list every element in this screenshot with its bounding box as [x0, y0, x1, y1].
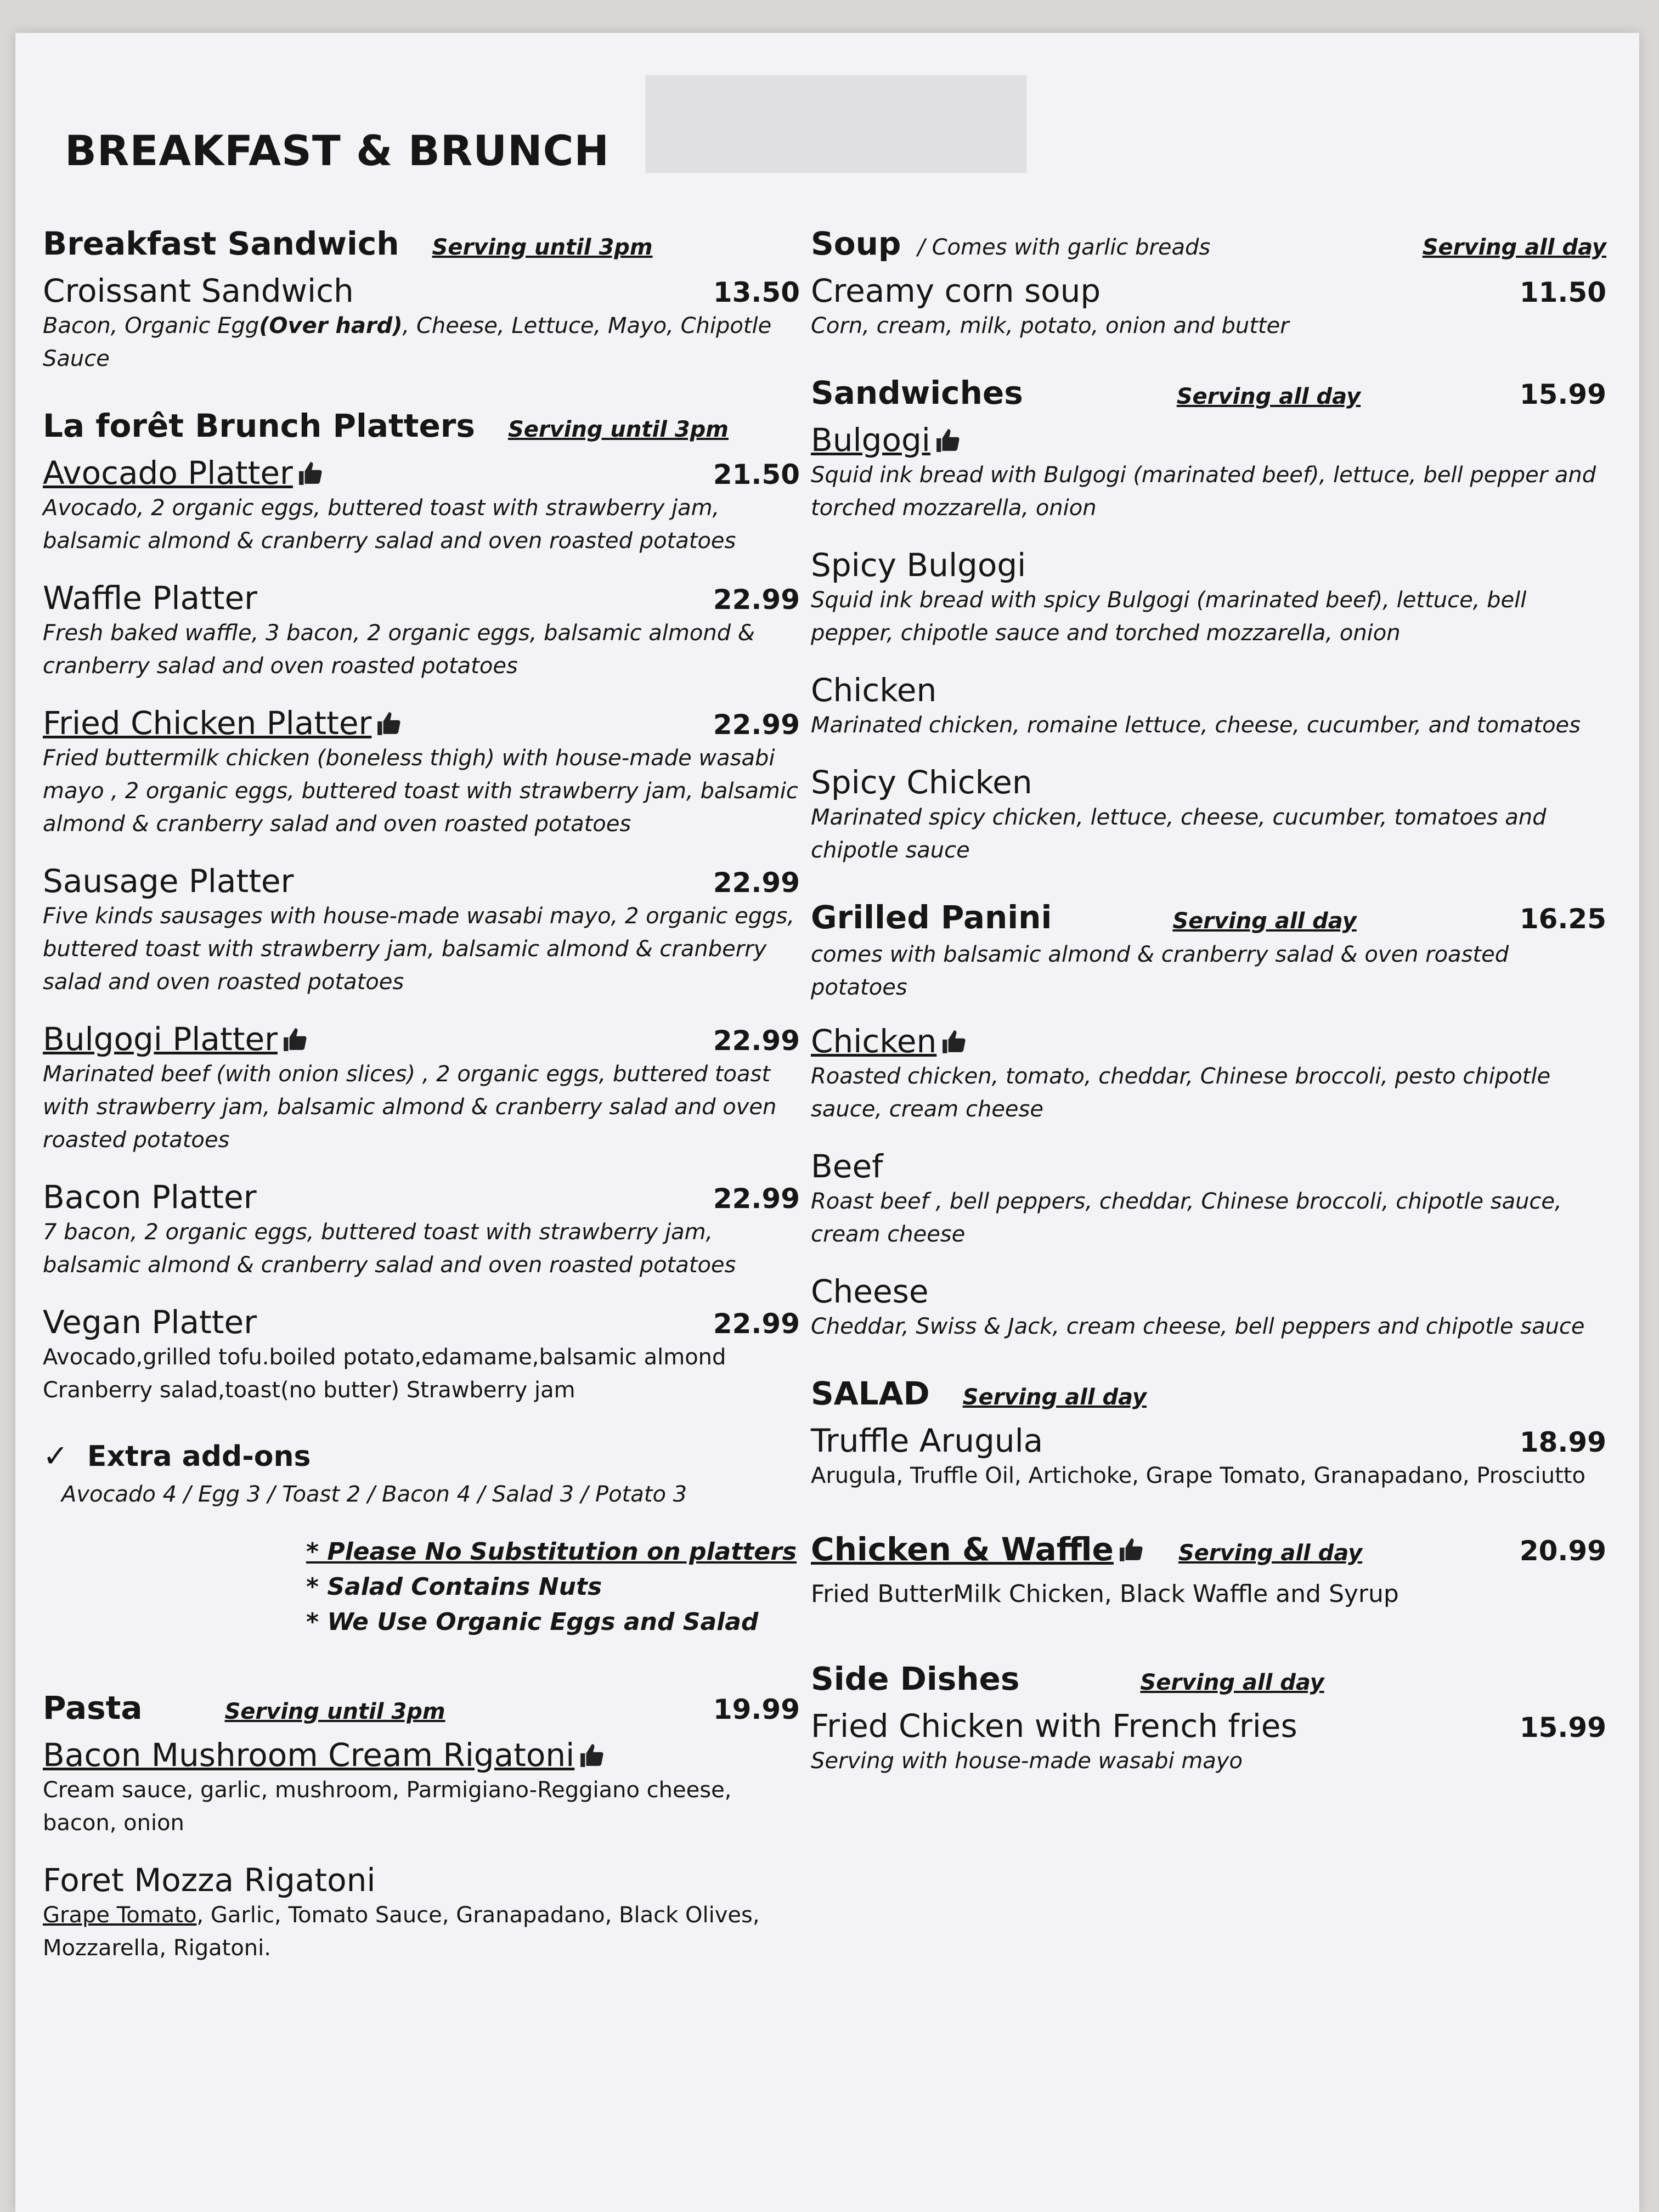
- item-price: 22.99: [713, 1308, 800, 1340]
- menu-item: [811, 1707, 1606, 1778]
- item-description: Squid ink bread with Bulgogi (marinated beef), lettuce, bell pepper and torched mozzarella, onion: [811, 462, 1596, 521]
- desc-part: , Garlic, Tomato Sauce, Granapadano, Black Olives, Mozzarella, Rigatoni.: [43, 1903, 760, 1961]
- breakfast-sandwich-section: [43, 225, 800, 375]
- menu-item: [811, 272, 1606, 342]
- menu-item: [43, 704, 800, 840]
- item-name: [811, 421, 962, 459]
- sandwiches-section: [811, 374, 1606, 867]
- thumbs-up-icon: [940, 1029, 968, 1054]
- item-name: Spicy Bulgogi: [811, 546, 1026, 584]
- menu-item: [43, 579, 800, 682]
- panini-section: [811, 899, 1606, 1343]
- item-price: 22.99: [713, 1183, 800, 1215]
- serving-time: Serving all day: [1176, 384, 1361, 409]
- item-name: Fried Chicken with French fries: [811, 1707, 1297, 1745]
- item-name-text: Bulgogi Platter: [43, 1020, 278, 1058]
- item-name: Vegan Platter: [43, 1304, 257, 1341]
- item-name: Croissant Sandwich: [43, 272, 354, 309]
- left-column: [43, 225, 800, 1996]
- section-title: [811, 1531, 1146, 1568]
- menu-item: [43, 272, 800, 375]
- serving-time: Serving all day: [1422, 235, 1606, 260]
- item-description: [43, 1899, 800, 1965]
- item-description: Serving with house-made wasabi mayo: [811, 1748, 1243, 1774]
- section-price: 16.25: [1519, 903, 1606, 935]
- salad-section: [811, 1375, 1606, 1492]
- section-title: Side Dishes: [811, 1660, 1020, 1697]
- item-price: 22.99: [713, 867, 800, 899]
- section-title: SALAD: [811, 1375, 930, 1412]
- serving-time: Serving all day: [1172, 909, 1357, 934]
- serving-time: Serving all day: [962, 1385, 1147, 1410]
- serving-time: Serving all day: [1140, 1670, 1324, 1695]
- menu-page: [15, 33, 1639, 2212]
- section-price: 20.99: [1519, 1535, 1606, 1567]
- section-title: Sandwiches: [811, 374, 1023, 411]
- menu-item: [811, 1148, 1606, 1251]
- thumbs-up-icon: [375, 711, 403, 736]
- check-icon: ✓: [43, 1438, 69, 1474]
- item-name-text: Bulgogi: [811, 421, 930, 459]
- thumbs-up-icon: [1117, 1537, 1146, 1562]
- chicken-waffle-section: [811, 1531, 1606, 1611]
- desc-emphasis: (Over hard): [259, 313, 403, 338]
- pasta-section: [43, 1689, 800, 1965]
- menu-item: [43, 862, 800, 998]
- menu-item: [43, 1020, 800, 1156]
- thumbs-up-icon: [934, 428, 962, 453]
- desc-part: Bacon, Organic Egg: [43, 313, 259, 338]
- item-description: Avocado,grilled tofu.boiled potato,edamame,balsamic almond Cranberry salad,toast(no butter) Strawberry jam: [43, 1345, 726, 1403]
- section-title-text: Chicken & Waffle: [811, 1531, 1114, 1568]
- item-price: 22.99: [713, 709, 800, 741]
- addons-title: Extra add-ons: [87, 1440, 311, 1473]
- item-description: Fried buttermilk chicken (boneless thigh) with house-made wasabi mayo , 2 organic eggs, buttered toast with strawberry jam, balsamic almond & cranberry salad and oven roasted potatoes: [43, 746, 798, 837]
- notes: [306, 1534, 800, 1640]
- item-description: Roast beef , bell peppers, cheddar, Chinese broccoli, chipotle sauce, cream cheese: [811, 1189, 1562, 1247]
- menu-item: [43, 1178, 800, 1282]
- thumbs-up-icon: [578, 1743, 606, 1768]
- menu-item: [811, 764, 1606, 867]
- menu-item: [811, 546, 1606, 650]
- note-line: * We Use Organic Eggs and Salad: [306, 1608, 759, 1636]
- item-name: Chicken: [811, 672, 937, 709]
- item-name: Waffle Platter: [43, 579, 258, 617]
- menu-item: [43, 454, 800, 557]
- section-title: Soup: [811, 225, 901, 262]
- item-description: Fried ButterMilk Chicken, Black Waffle and Syrup: [811, 1580, 1399, 1608]
- menu-item: [811, 1023, 1606, 1126]
- thumbs-up-icon: [296, 461, 325, 486]
- item-price: 15.99: [1519, 1712, 1606, 1743]
- item-description: Fresh baked waffle, 3 bacon, 2 organic eggs, balsamic almond & cranberry salad and oven roasted potatoes: [43, 620, 755, 679]
- item-name: [43, 454, 325, 492]
- item-description: Corn, cream, milk, potato, onion and butter: [811, 313, 1289, 338]
- item-price: 11.50: [1519, 276, 1606, 308]
- thumbs-up-icon: [281, 1027, 309, 1052]
- item-description: Marinated beef (with onion slices) , 2 organic eggs, buttered toast with strawberry jam, balsamic almond & cranberry salad and oven roasted potatoes: [43, 1062, 777, 1153]
- item-name: Cheese: [811, 1273, 929, 1310]
- side-dishes-section: [811, 1660, 1606, 1778]
- item-description: Arugula, Truffle Oil, Artichoke, Grape Tomato, Granapadano, Prosciutto: [811, 1463, 1585, 1488]
- item-price: 22.99: [713, 1025, 800, 1057]
- item-name-text: Avocado Platter: [43, 454, 293, 492]
- serving-time: Serving until 3pm: [507, 417, 729, 442]
- item-name: Creamy corn soup: [811, 272, 1101, 309]
- item-description: 7 bacon, 2 organic eggs, buttered toast with strawberry jam, balsamic almond & cranberry salad and oven roasted potatoes: [43, 1220, 736, 1278]
- menu-item: [43, 1861, 800, 1965]
- menu-item: [811, 421, 1606, 524]
- menu-item: [811, 1422, 1606, 1492]
- item-name-text: Fried Chicken Platter: [43, 704, 372, 742]
- item-name: Sausage Platter: [43, 862, 294, 900]
- serving-time: Serving until 3pm: [432, 235, 653, 260]
- soup-section: [811, 225, 1606, 342]
- section-price: 15.99: [1519, 379, 1606, 410]
- brunch-platters-section: [43, 407, 800, 1407]
- item-price: 13.50: [713, 276, 800, 308]
- item-description: Five kinds sausages with house-made wasabi mayo, 2 organic eggs, buttered toast with strawberry jam, balsamic almond & cranberry salad and oven roasted potatoes: [43, 904, 795, 995]
- item-price: 22.99: [713, 584, 800, 616]
- item-description: [43, 309, 800, 375]
- item-name: [43, 1736, 606, 1774]
- desc-part: Grape Tomato: [43, 1903, 197, 1928]
- menu-item: [811, 672, 1606, 742]
- section-title: Breakfast Sandwich: [43, 225, 399, 262]
- section-title: Pasta: [43, 1689, 143, 1726]
- item-name: Truffle Arugula: [811, 1422, 1043, 1459]
- item-description: Avocado, 2 organic eggs, buttered toast with strawberry jam, balsamic almond & cranberry salad and oven roasted potatoes: [43, 495, 736, 554]
- page-title: BREAKFAST & BRUNCH: [65, 126, 610, 175]
- desc-part: , Cheese, Lettuce, Mayo, Chipotle Sauce: [43, 313, 772, 371]
- section-price: 19.99: [713, 1694, 800, 1725]
- addons-list: Avocado 4 / Egg 3 / Toast 2 / Bacon 4 / Salad 3 / Potato 3: [61, 1482, 687, 1507]
- bleed-through-logo: ██████: [646, 77, 1026, 172]
- item-name: [43, 704, 403, 742]
- item-name: [43, 1020, 309, 1058]
- item-name: [811, 1023, 968, 1060]
- section-subtitle: comes with balsamic almond & cranberry salad & oven roasted potatoes: [811, 942, 1509, 1000]
- item-description: Cream sauce, garlic, mushroom, Parmigiano-Reggiano cheese, bacon, onion: [43, 1778, 732, 1836]
- serving-time: Serving until 3pm: [224, 1699, 445, 1724]
- item-name-text: Chicken: [811, 1023, 937, 1060]
- item-name-text: Bacon Mushroom Cream Rigatoni: [43, 1736, 575, 1774]
- item-name: Spicy Chicken: [811, 764, 1032, 801]
- item-description: Roasted chicken, tomato, cheddar, Chinese broccoli, pesto chipotle sauce, cream cheese: [811, 1064, 1551, 1122]
- note-line: * Salad Contains Nuts: [306, 1573, 602, 1601]
- note-line: * Please No Substitution on platters: [306, 1538, 797, 1566]
- item-name: Bacon Platter: [43, 1178, 257, 1216]
- serving-time: Serving all day: [1178, 1541, 1363, 1566]
- item-name: Beef: [811, 1148, 883, 1185]
- menu-item: [811, 1273, 1606, 1343]
- section-title: La forêt Brunch Platters: [43, 407, 475, 444]
- item-description: Squid ink bread with spicy Bulgogi (marinated beef), lettuce, bell pepper, chipotle sauce and torched mozzarella, onion: [811, 588, 1527, 646]
- section-subtitle: / Comes with garlic breads: [917, 235, 1211, 260]
- right-column: [811, 225, 1606, 1809]
- menu-item: [43, 1304, 800, 1407]
- item-name: Foret Mozza Rigatoni: [43, 1861, 376, 1899]
- item-description: Marinated chicken, romaine lettuce, cheese, cucumber, and tomatoes: [811, 713, 1581, 738]
- item-description: Cheddar, Swiss & Jack, cream cheese, bell peppers and chipotle sauce: [811, 1314, 1585, 1339]
- item-description: Marinated spicy chicken, lettuce, cheese, cucumber, tomatoes and chipotle sauce: [811, 805, 1547, 863]
- section-title: Grilled Panini: [811, 899, 1052, 936]
- item-price: 18.99: [1519, 1426, 1606, 1458]
- item-price: 21.50: [713, 459, 800, 490]
- menu-item: [43, 1736, 800, 1839]
- addons-section: [43, 1438, 800, 1640]
